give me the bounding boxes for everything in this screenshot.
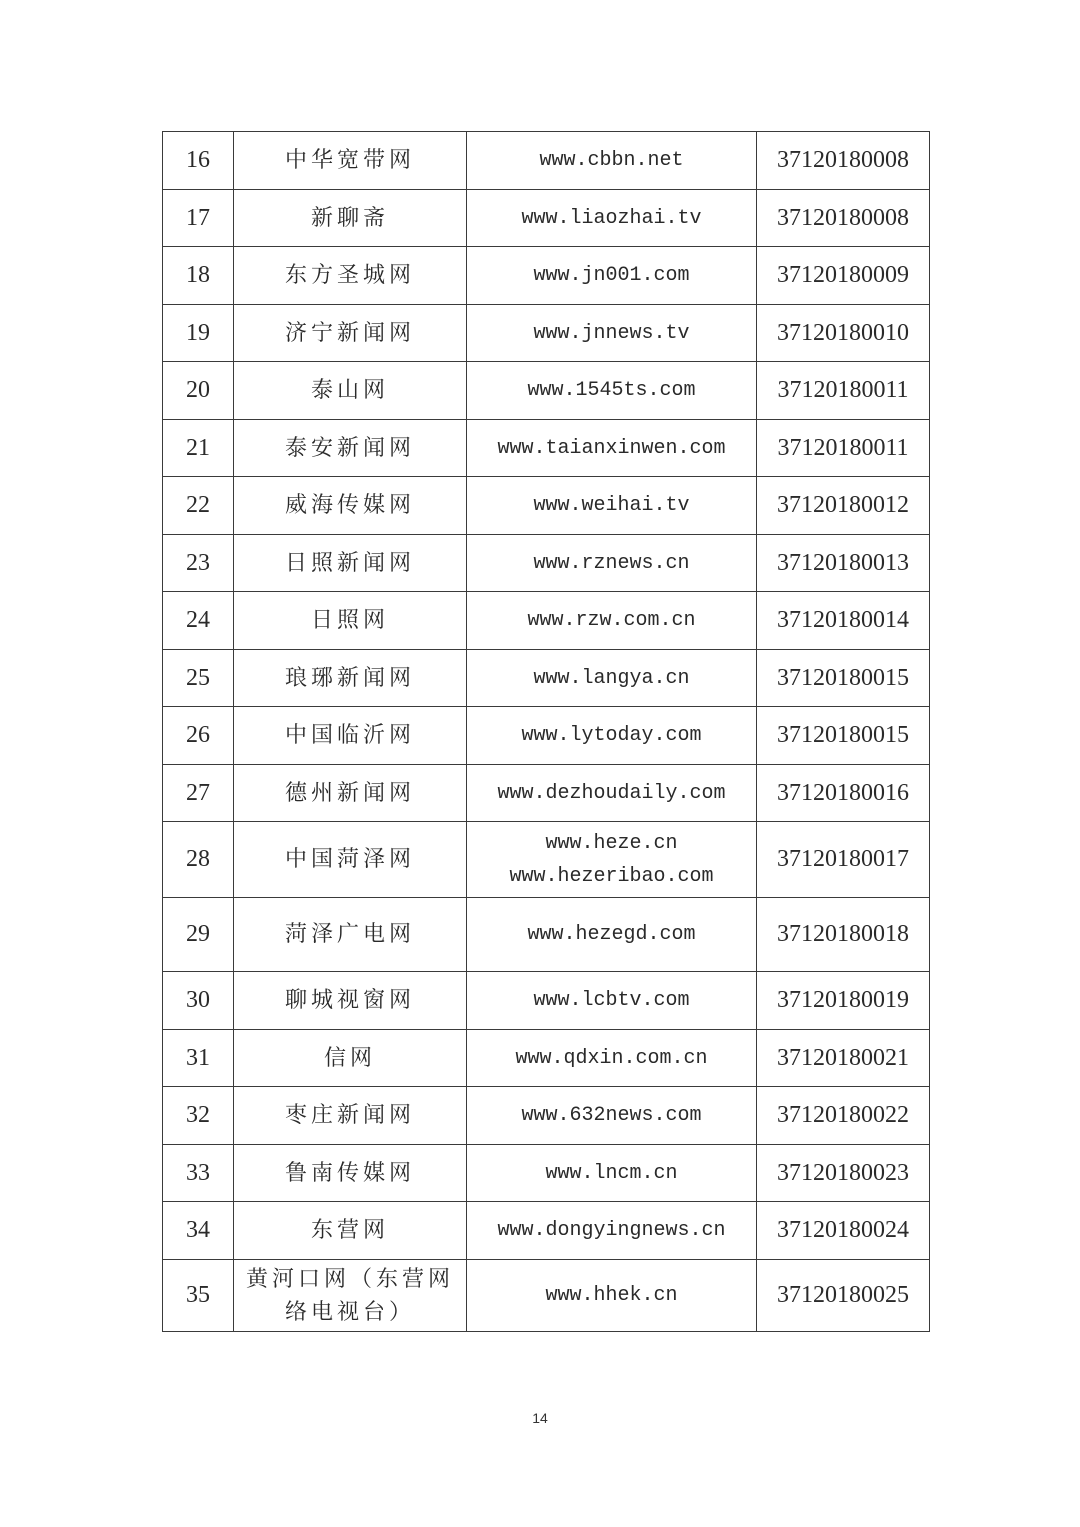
row-number-cell: 21 xyxy=(163,420,234,477)
row-number-cell: 26 xyxy=(163,707,234,765)
site-url: www.hhek.cn xyxy=(545,1284,678,1307)
license-code-cell: 37120180016 xyxy=(757,765,930,822)
row-number-cell: 29 xyxy=(163,898,234,972)
site-url-cell xyxy=(467,1087,757,1145)
site-url-cell xyxy=(467,190,757,247)
site-url: www.liaozhai.tv xyxy=(521,206,702,230)
table-row xyxy=(163,1145,930,1202)
site-url: www.rzw.com.cn xyxy=(527,609,696,632)
table-row xyxy=(163,1202,930,1260)
site-name-cell: 日照网 xyxy=(234,592,467,650)
table-row xyxy=(163,190,930,247)
site-name-cell: 济宁新闻网 xyxy=(234,305,467,362)
site-url: www.cbbn.net xyxy=(539,149,684,172)
table-row xyxy=(163,477,930,535)
table-row xyxy=(163,707,930,765)
site-url-cell xyxy=(467,1202,757,1260)
site-url-cell xyxy=(467,1030,757,1087)
site-url: www.rznews.cn xyxy=(533,551,690,575)
table-row xyxy=(163,1260,930,1332)
site-url-cell xyxy=(467,362,757,420)
site-url: www.heze.cn xyxy=(545,831,678,855)
site-url-cell xyxy=(467,707,757,765)
row-number-cell: 28 xyxy=(163,822,234,898)
row-number-cell: 19 xyxy=(163,305,234,362)
site-url: www.jnnews.tv xyxy=(533,321,690,345)
site-name-cell: 中国菏泽网 xyxy=(234,822,467,898)
row-number-cell: 16 xyxy=(163,132,234,190)
site-url-cell xyxy=(467,1145,757,1202)
row-number-cell: 25 xyxy=(163,650,234,707)
table-row xyxy=(163,132,930,190)
site-name-cell: 威海传媒网 xyxy=(234,477,467,535)
license-code-cell: 37120180011 xyxy=(757,420,930,477)
table-row xyxy=(163,765,930,822)
site-name-cell: 泰安新闻网 xyxy=(234,420,467,477)
site-url-cell xyxy=(467,650,757,707)
license-code-cell: 37120180025 xyxy=(757,1260,930,1332)
table-row xyxy=(163,247,930,305)
license-code-cell: 37120180024 xyxy=(757,1202,930,1260)
page-number: 14 xyxy=(532,1410,548,1426)
license-code-cell: 37120180015 xyxy=(757,707,930,765)
license-code-cell: 37120180008 xyxy=(757,190,930,247)
site-url: www.1545ts.com xyxy=(527,379,696,402)
table-row xyxy=(163,972,930,1030)
license-code-cell: 37120180012 xyxy=(757,477,930,535)
site-url: www.dezhoudaily.com xyxy=(497,781,726,805)
license-code-cell: 37120180015 xyxy=(757,650,930,707)
site-url-cell xyxy=(467,765,757,822)
row-number-cell: 35 xyxy=(163,1260,234,1332)
site-url-cell xyxy=(467,305,757,362)
site-url-cell xyxy=(467,1260,757,1332)
site-url: www.lcbtv.com xyxy=(533,989,690,1012)
row-number-cell: 23 xyxy=(163,535,234,592)
table-row xyxy=(163,1087,930,1145)
website-list-table xyxy=(162,131,930,1332)
site-name-cell: 枣庄新闻网 xyxy=(234,1087,467,1145)
license-code-cell: 37120180013 xyxy=(757,535,930,592)
site-url-cell xyxy=(467,247,757,305)
table-body xyxy=(163,132,930,1332)
site-name-cell: 中华宽带网 xyxy=(234,132,467,190)
site-url: www.hezegd.com xyxy=(527,923,696,946)
table-row xyxy=(163,592,930,650)
row-number-cell: 24 xyxy=(163,592,234,650)
site-url: www.weihai.tv xyxy=(533,494,690,517)
site-name-cell: 新聊斋 xyxy=(234,190,467,247)
license-code-cell: 37120180014 xyxy=(757,592,930,650)
site-url-cell xyxy=(467,972,757,1030)
site-url: www.qdxin.com.cn xyxy=(515,1046,708,1070)
license-code-cell: 37120180021 xyxy=(757,1030,930,1087)
site-url: www.taianxinwen.com xyxy=(497,436,726,460)
row-number-cell: 18 xyxy=(163,247,234,305)
table-row xyxy=(163,898,930,972)
row-number-cell: 27 xyxy=(163,765,234,822)
site-name-cell: 信网 xyxy=(234,1030,467,1087)
site-name-cell: 菏泽广电网 xyxy=(234,898,467,972)
license-code-cell: 37120180008 xyxy=(757,132,930,190)
row-number-cell: 32 xyxy=(163,1087,234,1145)
license-code-cell: 37120180018 xyxy=(757,898,930,972)
license-code-cell: 37120180023 xyxy=(757,1145,930,1202)
site-name-cell: 鲁南传媒网 xyxy=(234,1145,467,1202)
site-url: www.hezeribao.com xyxy=(509,864,714,888)
site-url-cell xyxy=(467,477,757,535)
license-code-cell: 37120180011 xyxy=(757,362,930,420)
row-number-cell: 34 xyxy=(163,1202,234,1260)
table-row xyxy=(163,362,930,420)
site-url-cell xyxy=(467,132,757,190)
site-name-cell: 聊城视窗网 xyxy=(234,972,467,1030)
site-url: www.632news.com xyxy=(521,1104,702,1127)
license-code-cell: 37120180022 xyxy=(757,1087,930,1145)
site-url-cell xyxy=(467,535,757,592)
site-url: www.jn001.com xyxy=(533,264,690,287)
site-url: www.lncm.cn xyxy=(545,1161,678,1185)
row-number-cell: 20 xyxy=(163,362,234,420)
site-name-cell: 德州新闻网 xyxy=(234,765,467,822)
table-row xyxy=(163,535,930,592)
site-name-cell: 东方圣城网 xyxy=(234,247,467,305)
site-url-cell xyxy=(467,420,757,477)
site-url: www.dongyingnews.cn xyxy=(497,1219,726,1242)
table-row xyxy=(163,305,930,362)
row-number-cell: 22 xyxy=(163,477,234,535)
license-code-cell: 37120180010 xyxy=(757,305,930,362)
license-code-cell: 37120180017 xyxy=(757,822,930,898)
table-row xyxy=(163,650,930,707)
site-name-cell: 东营网 xyxy=(234,1202,467,1260)
table-row xyxy=(163,822,930,898)
site-url-cell xyxy=(467,592,757,650)
site-url: www.langya.cn xyxy=(533,666,690,690)
license-code-cell: 37120180019 xyxy=(757,972,930,1030)
site-name-cell: 中国临沂网 xyxy=(234,707,467,765)
site-url-cell xyxy=(467,898,757,972)
site-url-cell xyxy=(467,822,757,898)
site-name-cell: 日照新闻网 xyxy=(234,535,467,592)
row-number-cell: 30 xyxy=(163,972,234,1030)
site-name-cell: 黄河口网（东营网络电视台） xyxy=(234,1260,467,1332)
site-name-cell: 泰山网 xyxy=(234,362,467,420)
table-row xyxy=(163,420,930,477)
site-name-cell: 琅琊新闻网 xyxy=(234,650,467,707)
site-url: www.lytoday.com xyxy=(521,724,702,747)
row-number-cell: 33 xyxy=(163,1145,234,1202)
license-code-cell: 37120180009 xyxy=(757,247,930,305)
table-row xyxy=(163,1030,930,1087)
row-number-cell: 17 xyxy=(163,190,234,247)
row-number-cell: 31 xyxy=(163,1030,234,1087)
